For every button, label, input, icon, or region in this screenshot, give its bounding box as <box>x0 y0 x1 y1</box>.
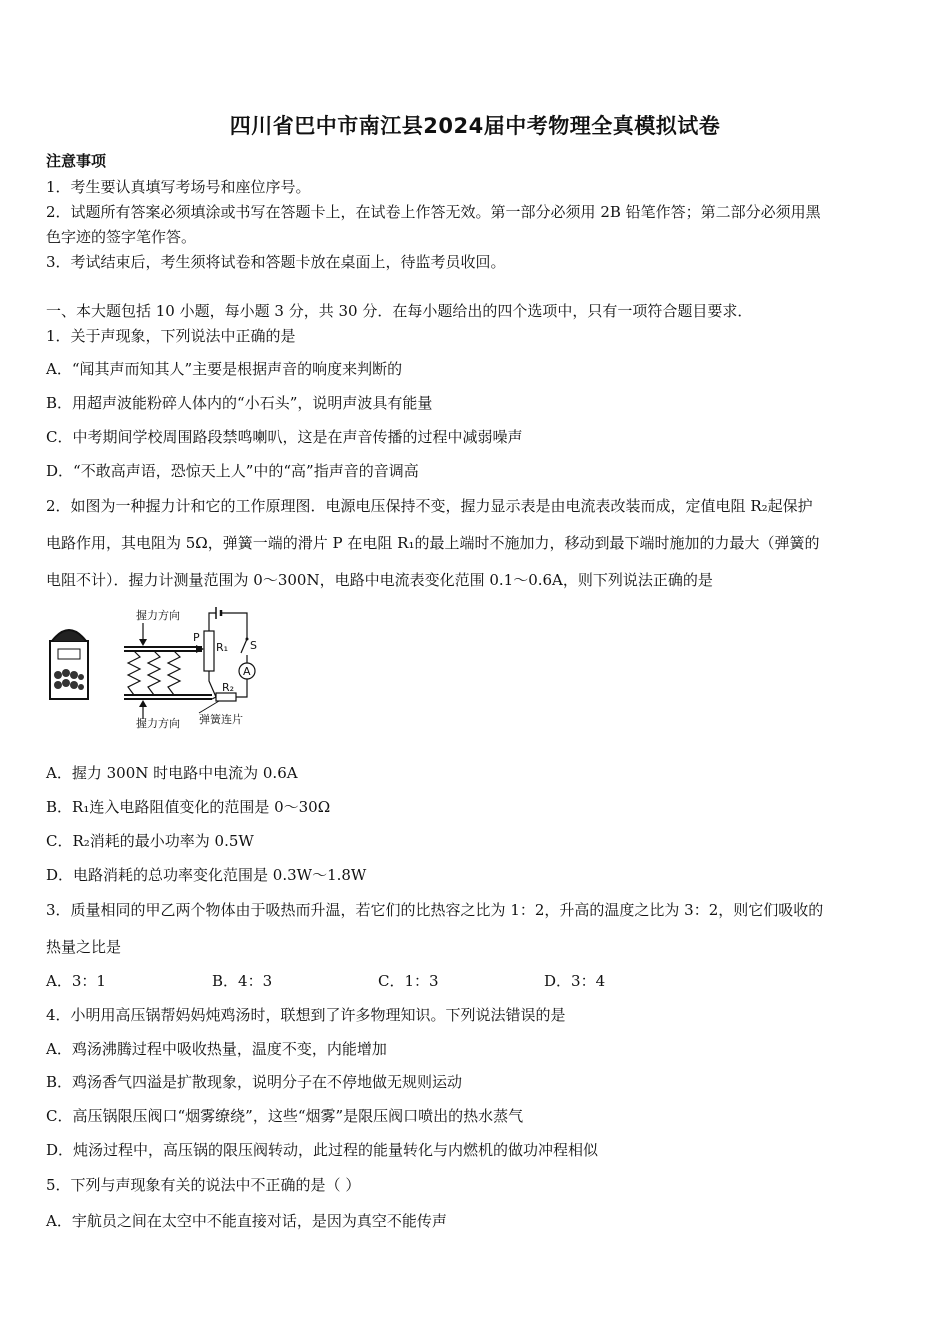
question-4-option-b: B．鸡汤香气四溢是扩散现象，说明分子在不停地做无规则运动 <box>46 1073 463 1091</box>
question-5-option-a: A．宇航员之间在太空中不能直接对话，是因为真空不能传声 <box>46 1212 447 1230</box>
question-3-option-c: C．1：3 <box>378 972 439 990</box>
question-3-stem: 热量之比是 <box>46 938 122 956</box>
question-2-stem: 电路作用，其电阻为 5Ω，弹簧一端的滑片 P 在电阻 R₁的最上端时不施加力，移动到最下端时施加的力最大（弹簧的 <box>46 534 820 552</box>
question-3-options <box>46 971 710 991</box>
question-1-option-c: C．中考期间学校周围路段禁鸣喇叭，这是在声音传播的过程中减弱噪声 <box>46 428 523 446</box>
notice-item: 1．考生要认真填写考场号和座位序号。 <box>46 178 311 196</box>
question-3-option-a: A．3：1 <box>46 972 106 990</box>
question-4-option-c: C．高压锅限压阀口“烟雾缭绕”，这些“烟雾”是限压阀口喷出的热水蒸气 <box>46 1107 524 1125</box>
grip-meter-diagram <box>44 601 264 733</box>
label-r2: R₂ <box>222 681 235 694</box>
notice-heading: 注意事项 <box>46 152 107 170</box>
notice-item: 3．考试结束后，考生须将试卷和答题卡放在桌面上，待监考员收回。 <box>46 253 506 271</box>
question-2-stem: 电阻不计）．握力计测量范围为 0～300N，电路中电流表变化范围 0.1～0.6A，则下列说法正确的是 <box>46 571 713 589</box>
label-grip-direction-bottom: 握力方向 <box>136 717 180 730</box>
label-r1: R₁ <box>216 641 229 654</box>
grip-device-illustration <box>50 630 88 699</box>
page-title: 四川省巴中市南江县2024届中考物理全真模拟试卷 <box>229 114 721 138</box>
question-1-option-b: B．用超声波能粉碎人体内的“小石头”，说明声波具有能量 <box>46 394 433 412</box>
label-spring-plate: 弹簧连片 <box>199 713 243 726</box>
question-3-option-b: B．4：3 <box>212 972 273 990</box>
question-1-option-a: A．“闻其声而知其人”主要是根据声音的响度来判断的 <box>46 360 403 378</box>
label-grip-direction-top: 握力方向 <box>136 609 180 622</box>
question-4-option-d: D．炖汤过程中，高压锅的限压阀转动，此过程的能量转化与内燃机的做功冲程相似 <box>46 1141 599 1159</box>
question-4-option-a: A．鸡汤沸腾过程中吸收热量，温度不变，内能增加 <box>46 1040 387 1058</box>
question-2-option-b: B．R₁连入电路阻值变化的范围是 0～30Ω <box>46 798 331 816</box>
spring-icon <box>128 651 180 695</box>
section-heading: 一、本大题包括 10 小题，每小题 3 分，共 30 分．在每小题给出的四个选项中，只有一项符合题目要求． <box>46 302 753 320</box>
label-slider-p: P <box>193 631 200 644</box>
question-3-stem: 3．质量相同的甲乙两个物体由于吸热而升温，若它们的比热容之比为 1：2，升高的温度之比为 3：2，则它们吸收的 <box>46 901 824 919</box>
question-2-option-c: C．R₂消耗的最小功率为 0.5W <box>46 832 254 850</box>
question-2-option-d: D．电路消耗的总功率变化范围是 0.3W～1.8W <box>46 866 367 884</box>
question-2-option-a: A．握力 300N 时电路中电流为 0.6A <box>46 764 298 782</box>
question-1-option-d: D．“不敢高声语，恐惊天上人”中的“高”指声音的音调高 <box>46 462 419 480</box>
question-2-stem: 2．如图为一种握力计和它的工作原理图．电源电压保持不变，握力显示表是由电流表改装而成，定值电阻 R₂起保护 <box>46 497 813 515</box>
question-1-stem: 1．关于声现象，下列说法中正确的是 <box>46 327 296 345</box>
question-5-stem: 5．下列与声现象有关的说法中不正确的是（ ） <box>46 1176 361 1194</box>
question-3-option-d: D．3：4 <box>544 972 606 990</box>
notice-item: 2．试题所有答案必须填涂或书写在答题卡上，在试卷上作答无效。第一部分必须用 2B 铅笔作答；第二部分必须用黑 <box>46 203 821 221</box>
notice-item: 色字迹的签字笔作答。 <box>46 228 197 246</box>
question-4-stem: 4．小明用高压锅帮妈妈炖鸡汤时，联想到了许多物理知识。下列说法错误的是 <box>46 1006 566 1024</box>
label-ammeter-a: A <box>243 665 251 678</box>
label-switch-s: S <box>250 639 257 652</box>
